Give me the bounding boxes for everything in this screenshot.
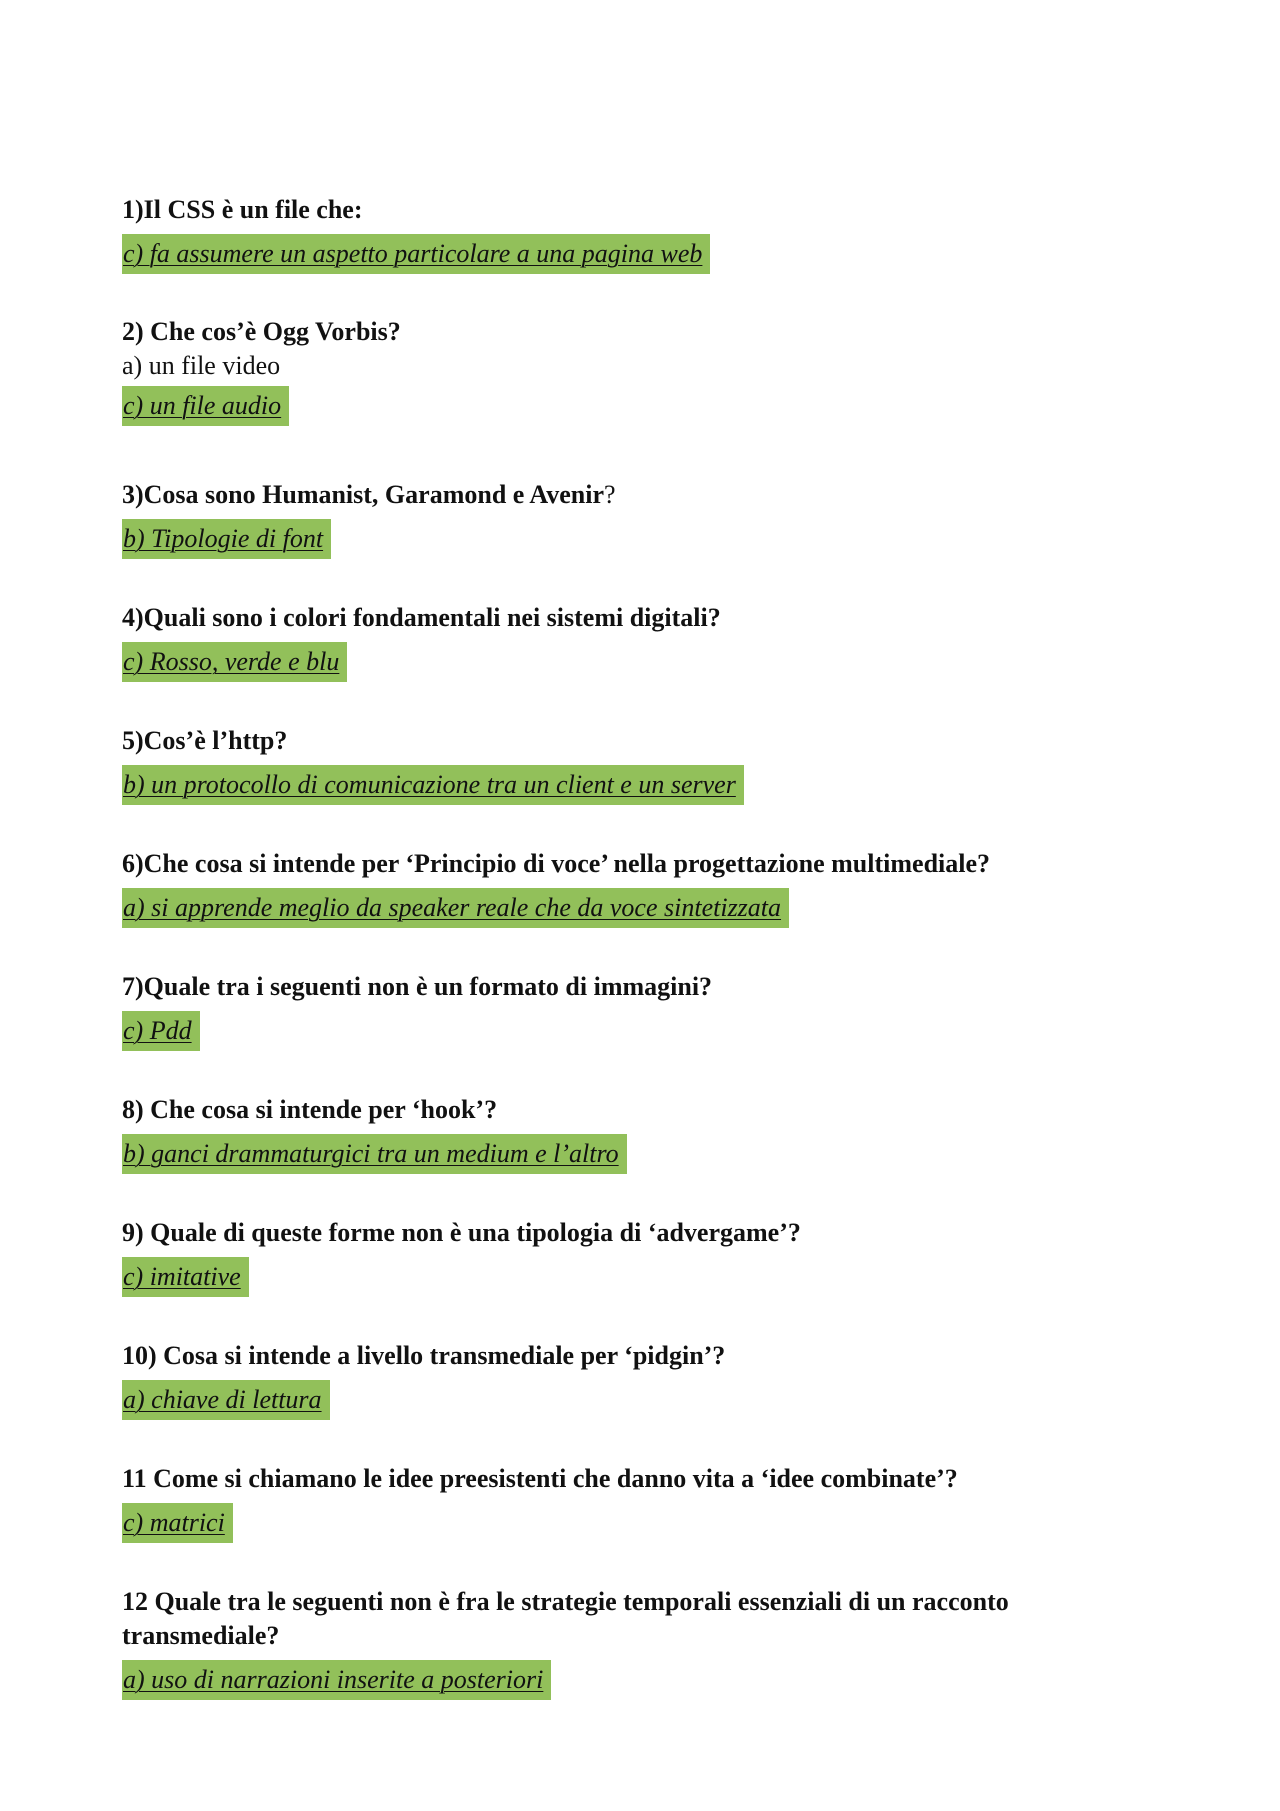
question-block-1 (122, 193, 1172, 274)
question-text: 8) Che cosa si intende per ‘hook’? (122, 1095, 498, 1124)
question-block-11 (122, 1462, 1172, 1543)
question-block-8 (122, 1093, 1172, 1174)
highlighted-answer: a) chiave di lettura (122, 1380, 330, 1420)
question-mark: ? (604, 480, 616, 509)
question-block-6 (122, 847, 1172, 928)
question-text: 12 Quale tra le seguenti non è fra le strategie temporali essenziali di un racconto transmediale? (122, 1587, 1009, 1650)
question-text: 10) Cosa si intende a livello transmediale per ‘pidgin’? (122, 1341, 726, 1370)
question-text (122, 478, 1172, 512)
question-text: 4)Quali sono i colori fondamentali nei sistemi digitali? (122, 603, 721, 632)
highlighted-answer: c) imitative (122, 1257, 249, 1297)
highlighted-answer: a) si apprende meglio da speaker reale che da voce sintetizzata (122, 888, 789, 928)
question-text: 2) Che cos’è Ogg Vorbis? (122, 317, 401, 346)
question-block-7 (122, 970, 1172, 1051)
question-main: 3)Cosa sono Humanist, Garamond e Avenir (122, 480, 604, 509)
highlighted-answer: c) un file audio (122, 386, 289, 426)
answer-option: a) un file video (122, 351, 281, 380)
highlighted-answer: c) matrici (122, 1503, 233, 1543)
question-text: 1)Il CSS è un file che: (122, 195, 363, 224)
question-block-5 (122, 724, 1172, 805)
question-block-2 (122, 315, 1172, 426)
question-text: 7)Quale tra i seguenti non è un formato di immagini? (122, 972, 713, 1001)
question-block-9 (122, 1216, 1172, 1297)
question-block-10 (122, 1339, 1172, 1420)
question-block-12 (122, 1585, 1172, 1700)
highlighted-answer: a) uso di narrazioni inserite a posteriori (122, 1660, 551, 1700)
question-text: 6)Che cosa si intende per ‘Principio di voce’ nella progettazione multimediale? (122, 849, 991, 878)
highlighted-answer: c) Rosso, verde e blu (122, 642, 347, 682)
highlighted-answer: b) un protocollo di comunicazione tra un client e un server (122, 765, 744, 805)
question-block-3 (122, 478, 1172, 559)
highlighted-answer: b) ganci drammaturgici tra un medium e l’altro (122, 1134, 627, 1174)
highlighted-answer: b) Tipologie di font (122, 519, 331, 559)
question-text: 9) Quale di queste forme non è una tipologia di ‘advergame’? (122, 1218, 801, 1247)
question-text: 11 Come si chiamano le idee preesistenti che danno vita a ‘idee combinate’? (122, 1464, 958, 1493)
highlighted-answer: c) Pdd (122, 1011, 200, 1051)
question-text: 5)Cos’è l’http? (122, 726, 288, 755)
highlighted-answer: c) fa assumere un aspetto particolare a una pagina web (122, 234, 710, 274)
question-block-4 (122, 601, 1172, 682)
